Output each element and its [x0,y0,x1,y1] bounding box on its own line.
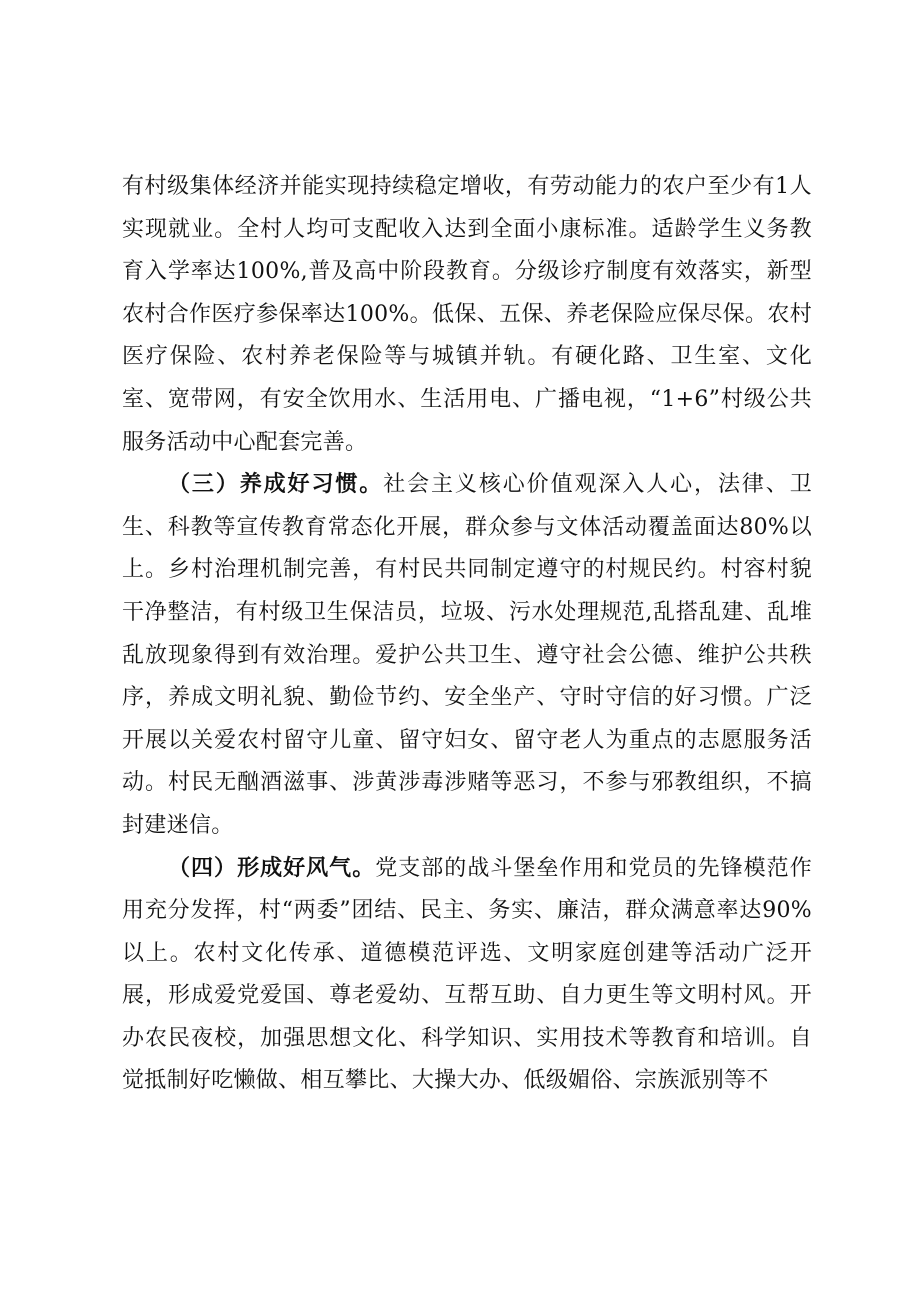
paragraph-text: 有村级集体经济并能实现持续稳定增收，有劳动能力的农户至少有1人实现就业。全村人均可支配收入达到全面小康标准。适龄学生义务教育入学率达100%,普及高中阶段教育。分级诊疗制度有效落实，新型农村合作医疗参保率达100%。低保、五保、养老保险应保尽保。农村医疗保险、农村养老保险等与城镇并轨。有硬化路、卫生室、文化室、宽带网，有安全饮用水、生活用电、广播电视，“1+6”村级公共服务活动中心配套完善。 [122,174,812,455]
paragraph-text: 党支部的战斗堡垒作用和党员的先锋模范作用充分发挥，村“两委”团结、民主、务实、廉洁，群众满意率达90%以上。农村文化传承、道德模范评选、文明家庭创建等活动广泛开展，形成爱党爱国、尊老爱幼、互帮互助、自力更生等文明村风。开办农民夜校，加强思想文化、科学知识、实用技术等教育和培训。自觉抵制好吃懒做、相互攀比、大操大办、低级媚俗、宗族派别等不 [122,855,812,1094]
paragraph-text: 社会主义核心价值观深入人心，法律、卫生、科教等宣传教育常态化开展，群众参与文体活动覆盖面达80%以上。乡村治理机制完善，有村民共同制定遵守的村规民约。村容村貌干净整洁，有村级卫生保洁员，垃圾、污水处理规范,乱搭乱建、乱堆乱放现象得到有效治理。爱护公共卫生、遵守社会公德、维护公共秩序，养成文明礼貌、勤俭节约、安全坐产、守时守信的好习惯。广泛开展以关爱农村留守儿童、留守妇女、留守老人为重点的志愿服务活动。村民无酗酒滋事、涉黄涉毒涉赌等恶习，不参与邪教组织，不搞封建迷信。 [122,472,812,838]
section-heading: （三）养成好习惯。 [168,472,384,498]
paragraph-section-4 [122,848,812,1104]
document-body [122,166,812,1103]
section-heading: （四）形成好风气。 [168,855,376,881]
paragraph-section-3 [122,464,812,847]
paragraph-continuation [122,166,812,464]
